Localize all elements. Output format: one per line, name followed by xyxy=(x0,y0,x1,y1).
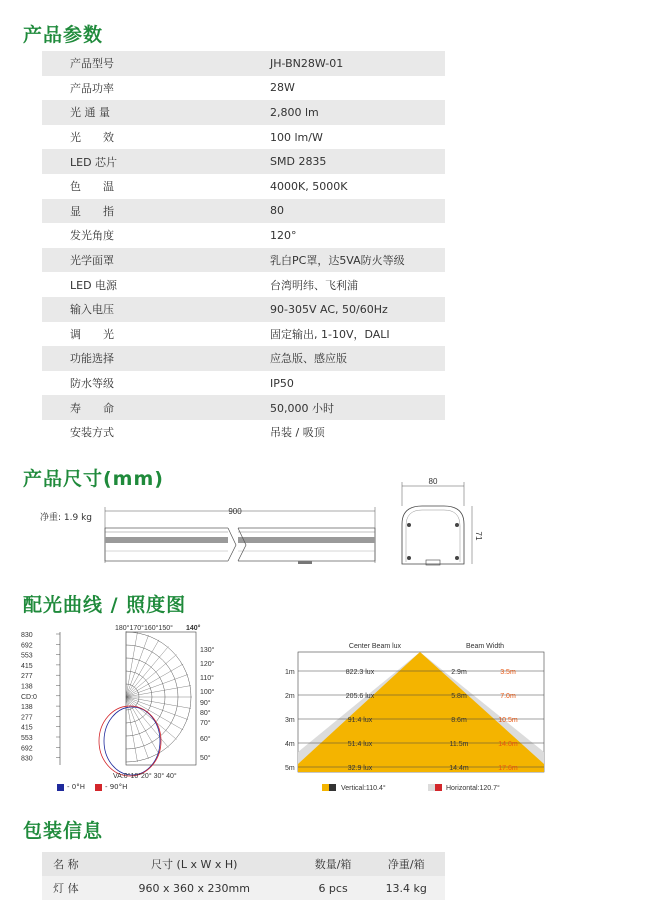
pkg-header-size: 尺寸 (L x W x H) xyxy=(90,852,299,876)
polar-right-angle: 110° xyxy=(200,675,214,682)
polar-right-angle: 90° xyxy=(200,700,211,707)
illum-vertical-width: 14.4m xyxy=(449,765,469,772)
illum-lux: 205.6 lux xyxy=(345,693,375,700)
polar-right-angle: 50° xyxy=(200,755,211,762)
polar-left-value: 415 xyxy=(21,662,33,670)
width-dimension: 80 xyxy=(428,477,438,486)
spec-row xyxy=(42,248,445,273)
polar-left-value: 692 xyxy=(21,745,33,753)
spec-row xyxy=(42,420,445,445)
spec-value: 2,800 lm xyxy=(265,100,445,125)
illum-distance: 3m xyxy=(285,717,295,724)
pkg-cell-qty: 6 pcs xyxy=(299,876,368,900)
polar-bottom-angles: VA:0°10°20° 30° 40° xyxy=(113,773,177,780)
spec-value: 4000K, 5000K xyxy=(270,179,348,193)
polar-right-angle: 70° xyxy=(200,720,211,727)
spec-row xyxy=(42,371,445,396)
spec-value: 100 lm/W xyxy=(270,130,323,144)
spec-label: 功能选择 xyxy=(42,346,265,371)
spec-row xyxy=(42,395,445,420)
legend-vertical-swatch-dark xyxy=(329,784,336,791)
polar-right-angle: 80° xyxy=(200,710,211,717)
spec-row xyxy=(42,100,445,125)
pkg-cell-size: 960 x 360 x 230mm xyxy=(90,876,299,900)
legend-90h-label: - 90°H xyxy=(104,783,128,791)
spec-value: 乳白PC罩，达5VA防火等级 xyxy=(265,248,445,273)
legend-horizontal-swatch-red xyxy=(435,784,442,791)
polar-left-value: 277 xyxy=(21,714,33,722)
illum-horizontal-width: 7.0m xyxy=(500,693,516,700)
illum-lux: 822.3 lux xyxy=(345,669,375,676)
spec-value: 90-305V AC, 50/60Hz xyxy=(265,297,445,322)
spec-label: 调 光 xyxy=(70,327,114,341)
polar-left-value: 553 xyxy=(21,735,33,742)
polar-left-value: 277 xyxy=(21,673,33,681)
illuminance-diagram xyxy=(280,636,550,798)
polar-top-angle-bold: 140° xyxy=(186,625,201,632)
spec-row xyxy=(42,174,445,199)
spec-label: 发光角度 xyxy=(70,229,114,243)
spec-row xyxy=(42,51,445,76)
spec-value: 80 xyxy=(265,199,445,224)
spec-value: 120° xyxy=(270,228,297,242)
spec-row xyxy=(42,346,445,371)
spec-value: JH-BN28W-01 xyxy=(265,51,445,76)
polar-left-values xyxy=(21,632,60,763)
legend-0h-label: - 0°H xyxy=(67,783,85,791)
legend-horizontal: Horizontal:120.7° xyxy=(446,785,500,792)
illum-header-left: Center Beam lux xyxy=(348,643,402,650)
illum-lux: 32.9 lux xyxy=(347,765,373,772)
illum-horizontal-width: 17.6m xyxy=(498,765,518,772)
illum-horizontal-width: 10.5m xyxy=(498,717,518,724)
polar-legend xyxy=(57,783,127,791)
spec-label: 寿 命 xyxy=(42,395,265,420)
spec-row xyxy=(42,223,445,248)
spec-label: 安装方式 xyxy=(70,426,114,440)
spec-value: 吊装 / 吸顶 xyxy=(270,426,325,440)
end-view-drawing xyxy=(392,476,482,576)
spec-table xyxy=(42,51,445,445)
spec-label: 防水等级 xyxy=(70,377,114,391)
pkg-header-qty: 数量/箱 xyxy=(299,852,368,876)
spec-value: SMD 2835 xyxy=(265,149,445,174)
spec-label: 光 通 量 xyxy=(42,100,265,125)
packaging-table xyxy=(42,852,445,900)
spec-label: 光 效 xyxy=(70,131,114,145)
curve-90h xyxy=(99,706,161,776)
spec-label: 输入电压 xyxy=(42,297,265,322)
height-dimension: 71 xyxy=(474,531,483,541)
polar-left-value: 415 xyxy=(21,724,33,732)
illum-distance: 5m xyxy=(285,765,295,772)
pkg-header-weight: 净重/箱 xyxy=(367,852,445,876)
spec-row xyxy=(42,149,445,174)
illum-vertical-width: 2.9m xyxy=(451,669,467,676)
spec-label: 产品型号 xyxy=(42,51,265,76)
legend-vertical-swatch xyxy=(322,784,329,791)
spec-value: 28W xyxy=(270,81,295,95)
illum-vertical-width: 5.8m xyxy=(451,693,467,700)
legend-90h-swatch xyxy=(95,784,102,791)
polar-left-value: 553 xyxy=(21,652,33,660)
polar-left-value: 138 xyxy=(21,683,33,691)
dimensions-section-title: 产品尺寸(mm) xyxy=(23,468,164,490)
polar-left-value: CD:0 xyxy=(21,693,37,701)
pkg-cell-weight: 13.4 kg xyxy=(367,876,445,900)
spec-row xyxy=(42,272,445,297)
polar-chart xyxy=(20,620,235,795)
light-distribution-section-title: 配光曲线 / 照度图 xyxy=(23,594,187,616)
spec-label: LED 电源 xyxy=(70,278,118,292)
illum-distance: 1m xyxy=(285,669,295,676)
spec-value: 台湾明纬、飞利浦 xyxy=(270,278,358,292)
spec-row xyxy=(42,297,445,322)
polar-grid xyxy=(60,631,196,765)
spec-row xyxy=(42,322,445,347)
polar-right-angles xyxy=(200,646,215,762)
spec-row xyxy=(42,125,445,150)
polar-left-value: 138 xyxy=(21,704,33,712)
legend-vertical: Vertical:110.4° xyxy=(341,785,386,792)
illum-header-right: Beam Width xyxy=(465,643,505,650)
spec-row xyxy=(42,76,445,101)
pkg-cell-name: 灯 体 xyxy=(42,876,90,900)
polar-left-value: 830 xyxy=(21,755,33,763)
polar-left-value: 830 xyxy=(21,632,33,639)
spec-label: 光学面罩 xyxy=(42,248,265,273)
spec-value: IP50 xyxy=(270,376,294,390)
polar-right-angle: 120° xyxy=(200,661,215,668)
illum-distance: 2m xyxy=(285,693,295,700)
spec-value: 应急版、感应版 xyxy=(265,346,445,371)
polar-top-angles: 180°170°160°150° xyxy=(115,625,173,632)
spec-label: 产品功率 xyxy=(70,81,114,95)
legend-horizontal-swatch xyxy=(428,784,435,791)
net-weight: 净重: 1.9 kg xyxy=(40,513,92,523)
illum-horizontal-width: 3.5m xyxy=(500,669,516,676)
polar-left-value: 692 xyxy=(21,642,33,650)
spec-label: 色 温 xyxy=(70,180,114,194)
illum-distance: 4m xyxy=(285,741,295,748)
length-dimension: 900 xyxy=(228,507,242,516)
spec-row xyxy=(42,199,445,224)
side-view-drawing xyxy=(100,503,380,568)
polar-right-angle: 60° xyxy=(200,736,211,743)
legend-0h-swatch xyxy=(57,784,64,791)
illum-vertical-width: 8.6m xyxy=(451,717,467,724)
illum-vertical-width: 11.5m xyxy=(449,741,469,748)
packaging-section-title: 包装信息 xyxy=(23,820,104,842)
illum-lux: 51.4 lux xyxy=(347,741,373,748)
polar-right-angle: 100° xyxy=(200,689,215,696)
polar-right-angle: 130° xyxy=(200,647,215,654)
specs-section-title: 产品参数 xyxy=(23,24,104,46)
spec-value: 50,000 小时 xyxy=(265,395,445,420)
spec-value: 固定输出, 1-10V，DALI xyxy=(270,327,390,341)
spec-label: LED 芯片 xyxy=(42,149,265,174)
illum-lux: 91.4 lux xyxy=(347,717,373,724)
pkg-header-name: 名 称 xyxy=(42,852,90,876)
spec-label: 显 指 xyxy=(42,199,265,224)
illum-horizontal-width: 14.0m xyxy=(498,741,518,748)
